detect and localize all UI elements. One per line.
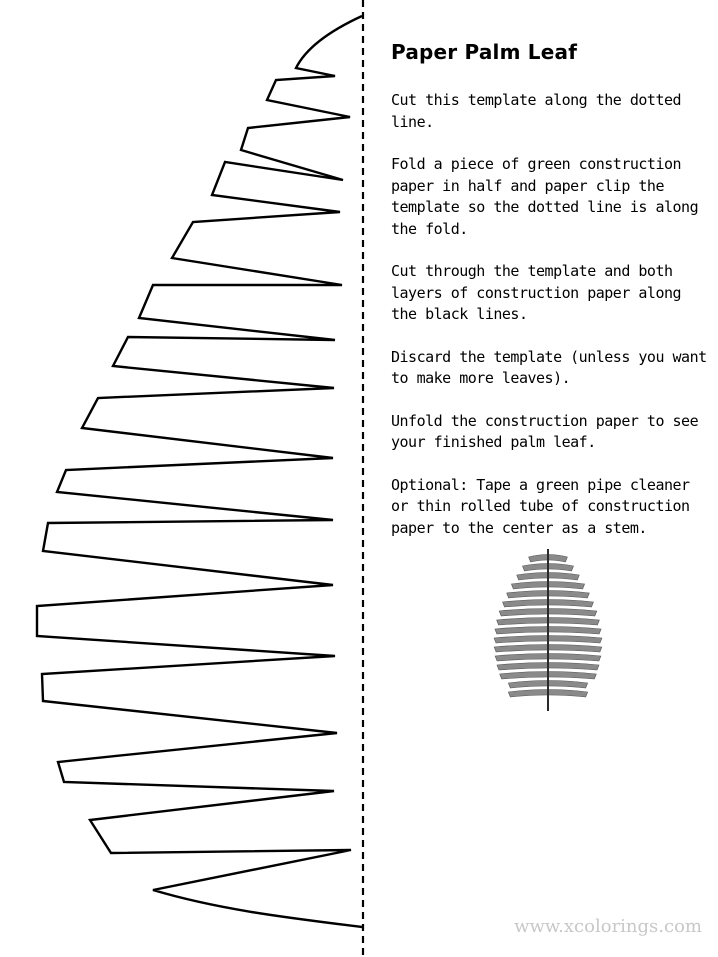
instructions-panel	[391, 40, 709, 560]
step-5: Unfold the construction paper to see your finished palm leaf.	[391, 411, 699, 451]
step-2: Fold a piece of green construction paper in half and paper clip the template so the dotted line is along the fold.	[391, 155, 699, 238]
finished-leaf-preview	[490, 545, 605, 715]
leaf-outline	[37, 16, 362, 927]
step-3: Cut through the template and both layers of construction paper along the black lines.	[391, 262, 682, 323]
step-4: Discard the template (unless you want to make more leaves).	[391, 347, 707, 387]
step-6: Optional: Tape a green pipe cleaner or thin rolled tube of construction paper to the center as a stem.	[391, 475, 690, 537]
watermark: www.xcolorings.com	[514, 916, 702, 937]
page-title: Paper Palm Leaf	[391, 40, 578, 64]
step-1: Cut this template along the dotted line.	[391, 91, 682, 131]
